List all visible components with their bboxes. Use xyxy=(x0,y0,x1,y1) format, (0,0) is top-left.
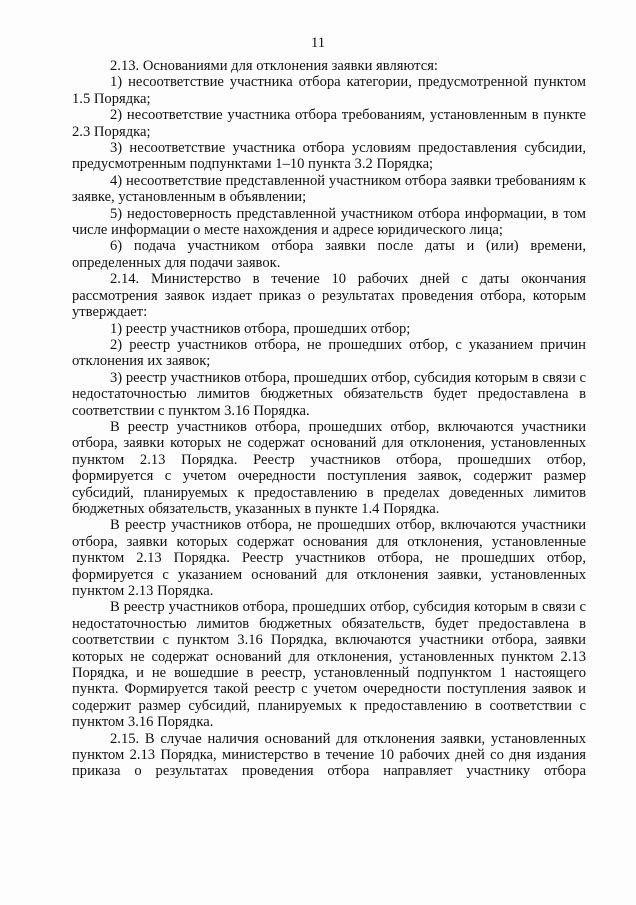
paragraph-2-13: 2.13. Основаниями для отклонения заявки являются: xyxy=(110,58,438,74)
list-item-5: 5) недостоверность представленной участником отбора информации, в том числе информации о месте нахождения и адресе юридического лица; xyxy=(72,205,586,239)
paragraph-2-14: 2.14. Министерство в течение 10 рабочих дней с даты окончания рассмотрения заявок издает приказ о результатах проведения отбора, которым утверждает: xyxy=(72,271,586,321)
paragraph-2-15: 2.15. В случае наличия оснований для отклонения заявки, установленных пунктом 2.13 Порядка, министерство в течение 10 рабочих дней со дня издания приказа о результатах проведения отбора направляет участнику отбора xyxy=(72,730,586,780)
list-item-4: 4) несоответствие представленной участником отбора заявки требованиям к заявке, установленным в объявлении; xyxy=(72,172,586,206)
list-item-1: 1) несоответствие участника отбора категории, предусмотренной пунктом 1.5 Порядка; xyxy=(72,74,586,107)
document-body xyxy=(72,58,586,780)
registry-item-2: 2) реестр участников отбора, не прошедших отбор, с указанием причин отклонения их заявок; xyxy=(72,336,586,370)
paragraph-deferred-registry: В реестр участников отбора, прошедших отбор, субсидия которым в связи с недостаточностью лимитов бюджетных обязательств, будет предоставлена в соответствии с пунктом 3.16 Порядка, включаются участники отбора, заявки которых не содержат оснований для отклонения, установленных пунктом 2.13 Порядка, и не вошедшие в реестр, установленный подпунктом 1 настоящего пункта. Формируется такой реестр с учетом очередности поступления заявок и содержит размер субсидий, планируемых к предоставлению в соответствии с пунктом 3.16 Порядка. xyxy=(72,599,586,731)
list-item-3: 3) несоответствие участника отбора условиям предоставления субсидии, предусмотренным подпунктами 1–10 пункта 3.2 Порядка; xyxy=(72,140,586,173)
registry-item-3: 3) реестр участников отбора, прошедших отбор, субсидия которым в связи с недостаточностью лимитов бюджетных обязательств будет предоставлена в соответствии с пунктом 3.16 Порядка. xyxy=(72,369,586,419)
paragraph-passed-registry: В реестр участников отбора, прошедших отбор, включаются участники отбора, заявки которых не содержат оснований для отклонения, установленных пунктом 2.13 Порядка. Реестр участников отбора, прошедших отбор, формируется с учетом очередности поступления заявок, содержит размер субсидий, планируемых к предоставлению в пределах доведенных лимитов бюджетных обязательств, указанных в пункте 1.4 Порядка. xyxy=(72,418,586,517)
paragraph-failed-registry: В реестр участников отбора, не прошедших отбор, включаются участники отбора, заявки которых содержат основания для отклонения, установленные пунктом 2.13 Порядка. Реестр участников отбора, не прошедших отбор, формируется с указанием оснований для отклонения заявки, установленных пунктом 2.13 Порядка. xyxy=(72,517,586,599)
registry-item-1: 1) реестр участников отбора, прошедших отбор; xyxy=(110,320,411,337)
list-item-2: 2) несоответствие участника отбора требованиям, установленным в пункте 2.3 Порядка; xyxy=(72,107,586,140)
list-item-6: 6) подача участником отбора заявки после даты и (или) времени, определенных для подачи заявок. xyxy=(72,238,586,271)
page-number: 11 xyxy=(310,35,326,51)
